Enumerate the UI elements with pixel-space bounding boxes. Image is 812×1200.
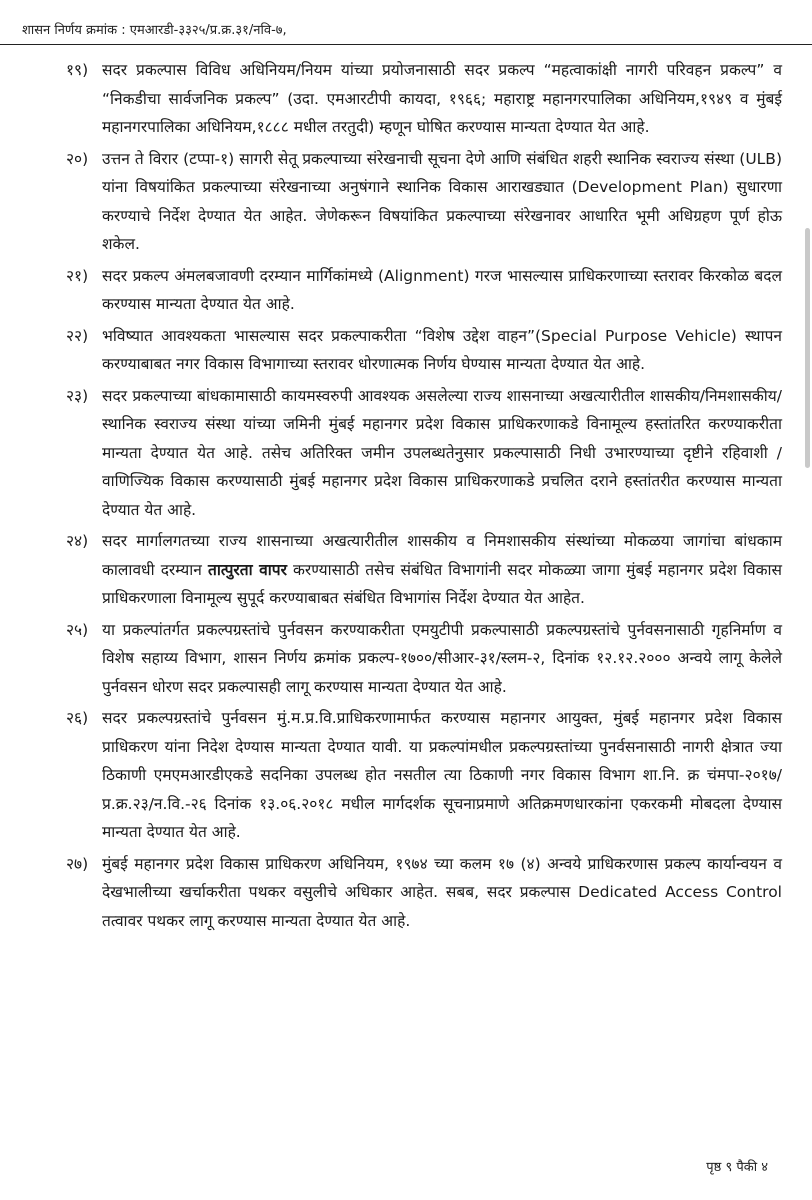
clause-text: या प्रकल्पांतर्गत प्रकल्पग्रस्तांचे पुर्नवसन करण्याकरीता एमयुटीपी प्रकल्पासाठी प्रकल्पग्रस्तांचे पुर्नवसनासाठी गृहनिर्माण व विशेष सहाय्य विभाग, शासन निर्णय क्रमांक प्रकल्प-१७००/सीआर-३१/स्लम-२, दिनांक १२.१२.२००० अन्वये लागू केलेले पुर्नवसन धोरण सदर प्रकल्पासही लागू करण्यास मान्यता देण्यात येत आहे.	[102, 620, 782, 696]
clause-text-part: सदर मार्गालगतच्या राज्य शासनाच्या अखत्यारीतील शासकीय व निमशासकीय संस्थांच्या मोकळया जागांचा बांधकाम कालावधी दरम्यान	[102, 532, 782, 579]
clause-number: २२)	[66, 326, 89, 345]
clause-number: २४)	[66, 532, 89, 550]
document-body	[66, 56, 782, 938]
clause-21	[66, 262, 782, 319]
clause-23	[66, 382, 782, 525]
gr-reference-number: शासन निर्णय क्रमांक : एमआरडी-३३२५/प्र.क्र.३१/नवि-७,	[22, 23, 287, 38]
clause-24	[66, 527, 782, 613]
clause-number: २६)	[66, 709, 89, 727]
clause-number: २०)	[66, 149, 89, 168]
scrollbar-thumb[interactable]	[805, 228, 810, 468]
page-header	[0, 0, 812, 45]
clause-19	[66, 56, 782, 142]
clause-text: सदर प्रकल्पग्रस्तांचे पुर्नवसन मुं.म.प्र.वि.प्राधिकरणामार्फत करण्यास महानगर आयुक्त, मुंबई महानगर प्रदेश विकास प्राधिकरण यांना निदेश देण्यास मान्यता देण्यात यावी. या प्रकल्पांमधील प्रकल्पग्रस्तांच्या पुनर्वसनासाठी नागरी क्षेत्रात ज्या ठिकाणी एमएमआरडीएकडे सदनिका उपलब्ध होत नसतील त्या ठिकाणी नगर विकास विभाग शा.नि. क्र चंमपा-२०१७/प्र.क्र.२३/न.वि.-२६ दिनांक १३.०६.२०१८ मधील मार्गदर्शक सूचनाप्रमाणे अतिक्रमणधारकांना एकरकमी मोबदला देण्यास मान्यता देण्यात येत आहे.	[102, 709, 782, 841]
clause-text-emphasis: तात्पुरता वापर	[208, 560, 287, 579]
clause-text: सदर प्रकल्पाच्या बांधकामासाठी कायमस्वरुपी आवश्यक असलेल्या राज्य शासनाच्या अखत्यारीतील शासकीय/निमशासकीय/स्थानिक स्वराज्य संस्था यांच्या जमिनी मुंबई महानगर प्रदेश विकास प्राधिकरणाकडे विनामूल्य हस्तांतरित करण्याकरीता मान्यता देण्यात येत आहे. तसेच अतिरिक्त जमीन उपलब्धतेनुसार प्रकल्पासाठी निधी उभारण्याच्या दृष्टीने रहिवाशी /वाणिज्यिक विकास करण्यासाठी मुंबई महानगर प्रदेश विकास प्राधिकरणाकडे प्रचलित दराने हस्तांतरीत करण्यास मान्यता देण्यात येत आहे.	[102, 386, 782, 519]
clause-26	[66, 704, 782, 847]
clause-25	[66, 616, 782, 702]
clause-number: २५)	[66, 620, 89, 639]
clause-22	[66, 322, 782, 379]
clause-text: उत्तन ते विरार (टप्पा-१) सागरी सेतू प्रकल्पाच्या संरेखनाची सूचना देणे आणि संबंधित शहरी स्थानिक स्वराज्य संस्था (ULB) यांना विषयांकित प्रकल्पाच्या संरेखनाच्या अनुषंगाने स्थानिक विकास आराखड्यात (Development Plan) सुधारणा करण्याचे निर्देश देण्यात येत आहेत. जेणेकरून विषयांकित प्रकल्पाच्या संरेखनावर आधारित भूमी अधिग्रहण पूर्ण होऊ शकेल.	[102, 149, 782, 253]
clause-number: १९)	[66, 61, 89, 79]
clause-text: सदर प्रकल्पास विविध अधिनियम/नियम यांच्या प्रयोजनासाठी सदर प्रकल्प “महत्वाकांक्षी नागरी परिवहन प्रकल्प” व “निकडीचा सार्वजनिक प्रकल्प” (उदा. एमआरटीपी कायदा, १९६६; महाराष्ट्र महानगरपालिका अधिनियम,१९४९ व मुंबई महानगरपालिका अधिनियम,१८८८ मधील तरतुदी) म्हणून घोषित करण्यास मान्यता देण्यात येत आहे.	[102, 61, 782, 136]
clause-27	[66, 850, 782, 936]
clause-text: सदर प्रकल्प अंमलबजावणी दरम्यान मार्गिकांमध्ये (Alignment) गरज भासल्यास प्राधिकरणाच्या स्तरावर किरकोळ बदल करण्यास मान्यता देण्यात येत आहे.	[102, 266, 782, 313]
clause-text	[102, 527, 782, 613]
clause-number: २३)	[66, 386, 89, 405]
page-number: पृष्ठ ९ पैकी ४	[706, 1160, 768, 1175]
clause-text: मुंबई महानगर प्रदेश विकास प्राधिकरण अधिनियम, १९७४ च्या कलम १७ (४) अन्वये प्राधिकरणास प्रकल्प कार्यान्वयन व देखभालीच्या खर्चाकरीता पथकर वसुलीचे अधिकार आहेत. सबब, सदर प्रकल्पास Dedicated Access Control तत्वावर पथकर लागू करण्यास मान्यता देण्यात येत आहे.	[102, 854, 782, 930]
clause-text: भविष्यात आवश्यकता भासल्यास सदर प्रकल्पाकरीता “विशेष उद्देश वाहन”(Special Purpose Vehicle) स्थापन करण्याबाबत नगर विकास विभागाच्या स्तरावर धोरणात्मक निर्णय घेण्यास मान्यता देण्यात येत आहे.	[102, 326, 782, 373]
clause-20	[66, 145, 782, 259]
clause-number: २१)	[66, 266, 89, 285]
clause-text-part: करण्यासाठी तसेच संबंधित विभागांनी सदर मोकळ्या जागा मुंबई महानगर प्रदेश विकास प्राधिकरणाला विनामूल्य सुपूर्द करण्याबाबत संबंधित विभागांस निर्देश देण्यात येत आहेत.	[102, 560, 782, 607]
clause-number: २७)	[66, 854, 89, 873]
